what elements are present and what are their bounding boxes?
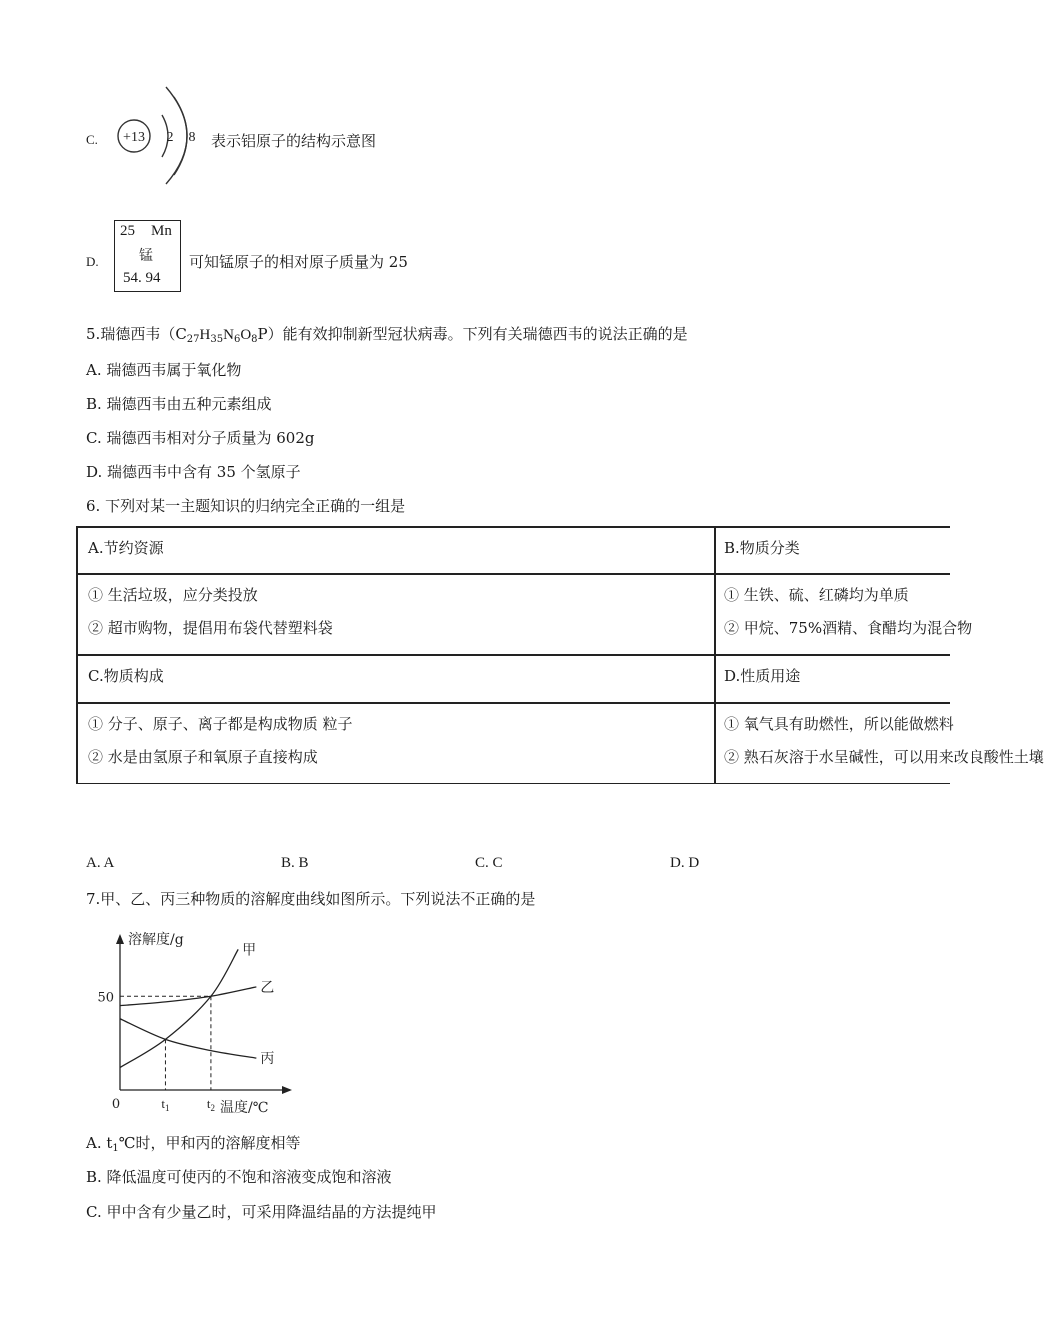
cell-c-title: C.物质构成: [88, 667, 164, 685]
atomic-mass: 54. 94: [123, 270, 161, 286]
q6-choice-b[interactable]: B. B: [281, 855, 309, 871]
q5-option-c[interactable]: C. 瑞德西韦相对分子质量为 602g: [86, 429, 315, 447]
q5-stem: 5.瑞德西韦$(C_{27}H_{35}N_6O_8P)$能有效抑制新型冠状病毒。下列有关瑞德西韦的说法正确的是: [86, 325, 688, 345]
option-c-text: 表示铝原子的结构示意图: [211, 132, 377, 150]
cell-d-item-2: ② 熟石灰溶于水呈碱性，可以用来改良酸性土壤: [724, 748, 1044, 766]
q5-number: 5.: [86, 325, 101, 343]
origin-label: 0: [111, 1097, 121, 1112]
q5-option-a[interactable]: A. 瑞德西韦属于氧化物: [86, 361, 242, 379]
q6-choice-a[interactable]: A. A: [86, 855, 115, 871]
cell-b-title: B.物质分类: [724, 539, 800, 557]
q6-table: [76, 526, 1044, 784]
element-name: 锰: [139, 248, 153, 264]
table-border-top: [76, 526, 950, 528]
manganese-element-box: [114, 220, 181, 292]
q6-choice-c[interactable]: C. C: [475, 855, 503, 871]
x-axis-label: 温度/℃: [220, 1100, 269, 1116]
cell-c-item-1: ① 分子、原子、离子都是构成物质 粒子: [88, 715, 353, 733]
y-tick-label: 50: [97, 990, 114, 1006]
option-d-text: 可知锰原子的相对原子质量为 25: [189, 253, 408, 271]
series-line-bing: [120, 1019, 256, 1058]
series-label-jia: 甲: [242, 942, 257, 959]
q7-option-b[interactable]: B. 降低温度可使丙的不饱和溶液变成饱和溶液: [86, 1168, 392, 1186]
q6-choice-d[interactable]: D. D: [670, 855, 700, 871]
table-row-divider: [76, 654, 950, 656]
option-d-letter: D.: [86, 254, 99, 269]
table-row-divider: [76, 573, 950, 575]
x-tick-label-t1: $t_1$: [161, 1096, 170, 1113]
cell-a-item-2: ② 超市购物，提倡用布袋代替塑料袋: [88, 619, 333, 637]
x-axis-arrow: [282, 1086, 292, 1094]
q7-option-a[interactable]: A. $t_1℃$时，甲和丙的溶解度相等: [86, 1134, 301, 1154]
cell-b-item-1: ① 生铁、硫、红磷均为单质: [724, 586, 909, 604]
table-col-divider: [714, 526, 716, 784]
shell1-electrons: 2: [166, 130, 174, 145]
table-border-bottom: [76, 783, 950, 785]
x-tick-label-t2: $t_2$: [206, 1096, 215, 1113]
y-axis-arrow: [116, 934, 124, 944]
solubility-chart: [88, 922, 318, 1122]
table-border-left: [76, 526, 78, 784]
nucleus-charge: +13: [123, 130, 145, 145]
cell-c-item-2: ② 水是由氢原子和氧原子直接构成: [88, 748, 318, 766]
series-line-jia: [120, 949, 238, 1067]
shell2-electrons: 8: [188, 130, 196, 145]
cell-a-item-1: ① 生活垃圾，应分类投放: [88, 586, 258, 604]
q5-option-b[interactable]: B. 瑞德西韦由五种元素组成: [86, 395, 272, 413]
cell-d-item-1: ① 氧气具有助燃性，所以能做燃料: [724, 715, 954, 733]
table-row-divider: [76, 702, 950, 704]
option-c-letter: C.: [86, 132, 98, 147]
series-line-yi: [120, 987, 256, 1006]
y-axis-label: 溶解度/g: [128, 932, 184, 948]
series-label-yi: 乙: [260, 979, 275, 996]
series-label-bing: 丙: [260, 1051, 275, 1068]
atomic-number: 25: [120, 223, 135, 239]
q6-stem: 6. 下列对某一主题知识的归纳完全正确的一组是: [86, 497, 406, 515]
cell-b-item-2: ② 甲烷、75%酒精、食醋均为混合物: [724, 619, 973, 637]
aluminum-atom-diagram: [110, 85, 210, 185]
q5-option-d[interactable]: D. 瑞德西韦中含有 35 个氢原子: [86, 463, 301, 481]
cell-d-title: D.性质用途: [724, 667, 801, 685]
cell-a-title: A.节约资源: [88, 539, 164, 557]
q7-option-c[interactable]: C. 甲中含有少量乙时，可采用降温结晶的方法提纯甲: [86, 1203, 437, 1221]
element-symbol: Mn: [151, 223, 172, 239]
q7-stem: 7.甲、乙、丙三种物质的溶解度曲线如图所示。下列说法不正确的是: [86, 890, 536, 908]
